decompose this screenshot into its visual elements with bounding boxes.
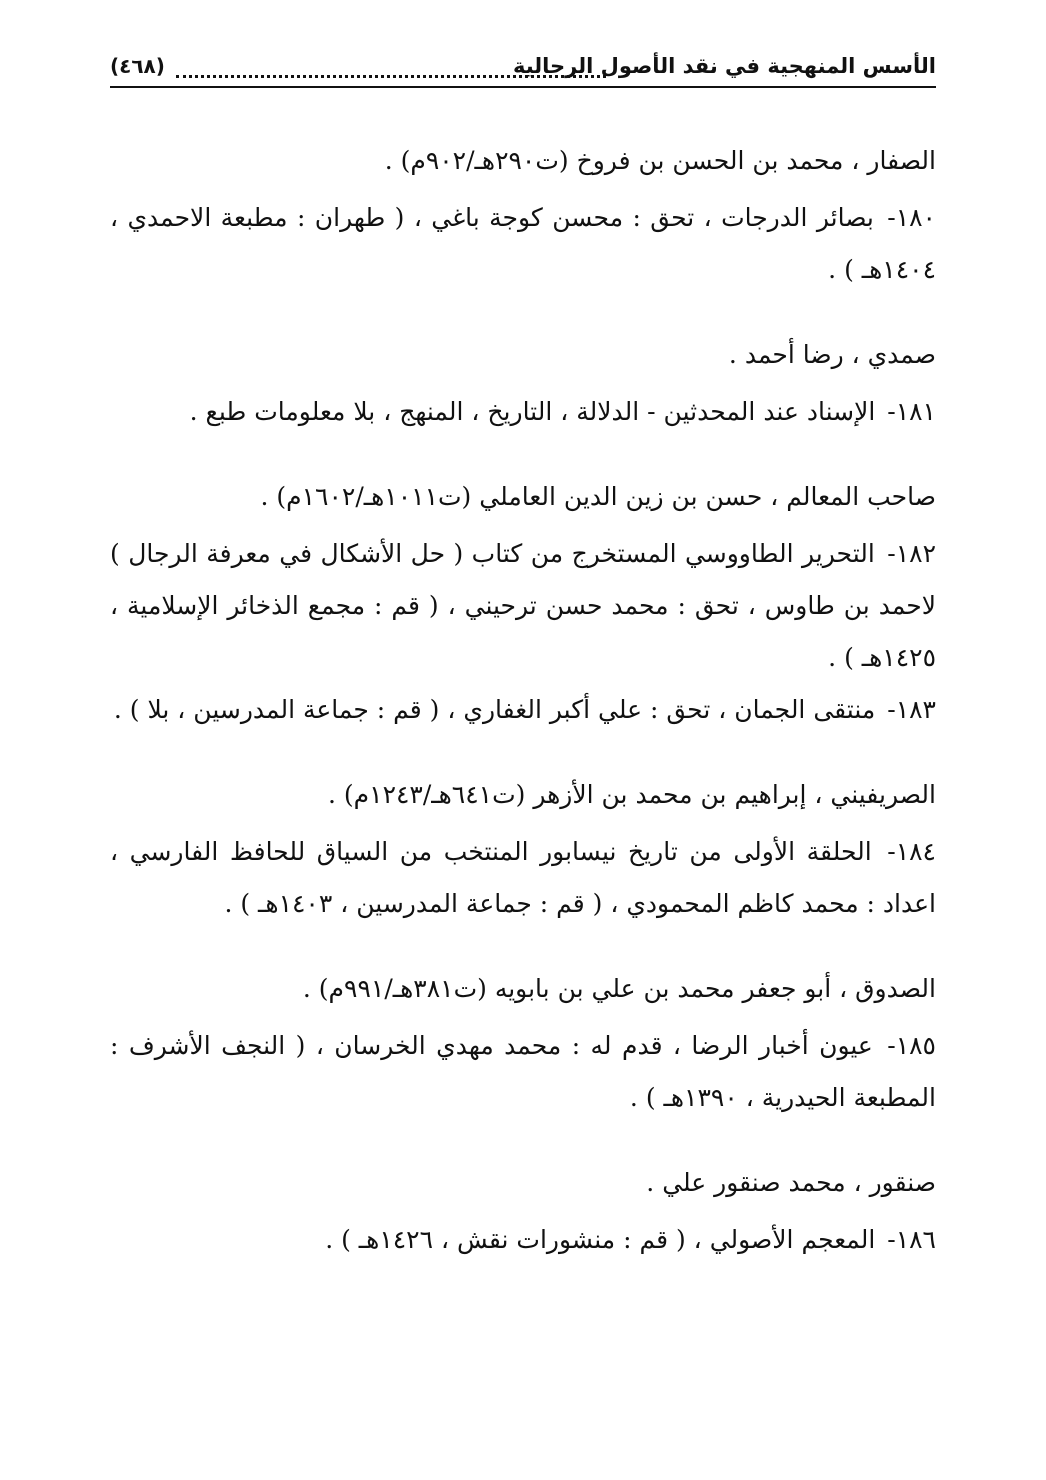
entry-number: ١٨٣-: [887, 695, 936, 724]
bibliography-author-group: [110, 764, 936, 930]
entry-number: ١٨٤-: [887, 837, 936, 866]
header-dot-leader: [176, 75, 606, 78]
author-line: الصدوق ، أبو جعفر محمد بن علي بن بابويه (ت٣٨١هـ/٩٩١م) .: [302, 974, 936, 1003]
bibliography-entry: [110, 192, 936, 296]
running-header: [110, 48, 936, 88]
bibliography-author-group: [110, 466, 936, 736]
bibliography-entry: [110, 386, 936, 438]
entry-text: الإسناد عند المحدثين - الدلالة ، التاريخ ، المنهج ، بلا معلومات طبع .: [189, 397, 876, 426]
entry-text: بصائر الدرجات ، تحق : محسن كوجة باغي ، ( طهران : مطبعة الاحمدي ، ١٤٠٤هـ ) .: [110, 203, 936, 284]
entry-number: ١٨٢-: [887, 539, 937, 568]
bibliography-author-group: [110, 958, 936, 1124]
bibliography-entry: [110, 684, 936, 736]
bibliography-author-group: [110, 324, 936, 438]
entry-text: المعجم الأصولي ، ( قم : منشورات نقش ، ١٤٢٦هـ ) .: [325, 1225, 876, 1254]
running-header-title: الأسس المنهجية في نقد الأصول الرجالية: [512, 54, 936, 78]
author-line: الصفار ، محمد بن الحسن بن فروخ (ت٢٩٠هـ/٩٠٢م) .: [384, 146, 936, 175]
entry-text: الحلقة الأولى من تاريخ نيسابور المنتخب من السياق للحافظ الفارسي ، اعداد : محمد كاظم المحمودي ، ( قم : جماعة المدرسين ، ١٤٠٣هـ ) .: [110, 837, 936, 918]
bibliography-entry: [110, 528, 936, 684]
bibliography-list: [110, 130, 936, 1294]
entry-number: ١٨١-: [887, 397, 936, 426]
header-rule: [110, 86, 936, 88]
bibliography-entry: [110, 1214, 936, 1266]
entry-text: عيون أخبار الرضا ، قدم له : محمد مهدي الخرسان ، ( النجف الأشرف : المطبعة الحيدرية ، ١٣٩٠هـ ) .: [110, 1031, 936, 1112]
bibliography-author-group: [110, 1152, 936, 1266]
entry-number: ١٨٦-: [887, 1225, 936, 1254]
entry-number: ١٨٠-: [887, 203, 936, 232]
bibliography-entry: [110, 1020, 936, 1124]
entry-text: التحرير الطاووسي المستخرج من كتاب ( حل الأشكال في معرفة الرجال ) لاحمد بن طاوس ، تحق : محمد حسن ترحيني ، ( قم : مجمع الذخائر الإسلامية ، ١٤٢٥هـ ) .: [110, 539, 936, 672]
author-line: صاحب المعالم ، حسن بن زين الدين العاملي (ت١٠١١هـ/١٦٠٢م) .: [260, 482, 936, 511]
page-number: (٤٦٨): [110, 54, 165, 78]
author-line: الصريفيني ، إبراهيم بن محمد بن الأزهر (ت٦٤١هـ/١٢٤٣م) .: [328, 780, 936, 809]
entry-number: ١٨٥-: [887, 1031, 936, 1060]
author-line: صمدي ، رضا أحمد .: [728, 340, 936, 369]
bibliography-entry: [110, 826, 936, 930]
bibliography-author-group: [110, 130, 936, 296]
entry-text: منتقى الجمان ، تحق : علي أكبر الغفاري ، ( قم : جماعة المدرسين ، بلا ) .: [113, 695, 876, 724]
author-line: صنقور ، محمد صنقور علي .: [646, 1168, 936, 1197]
